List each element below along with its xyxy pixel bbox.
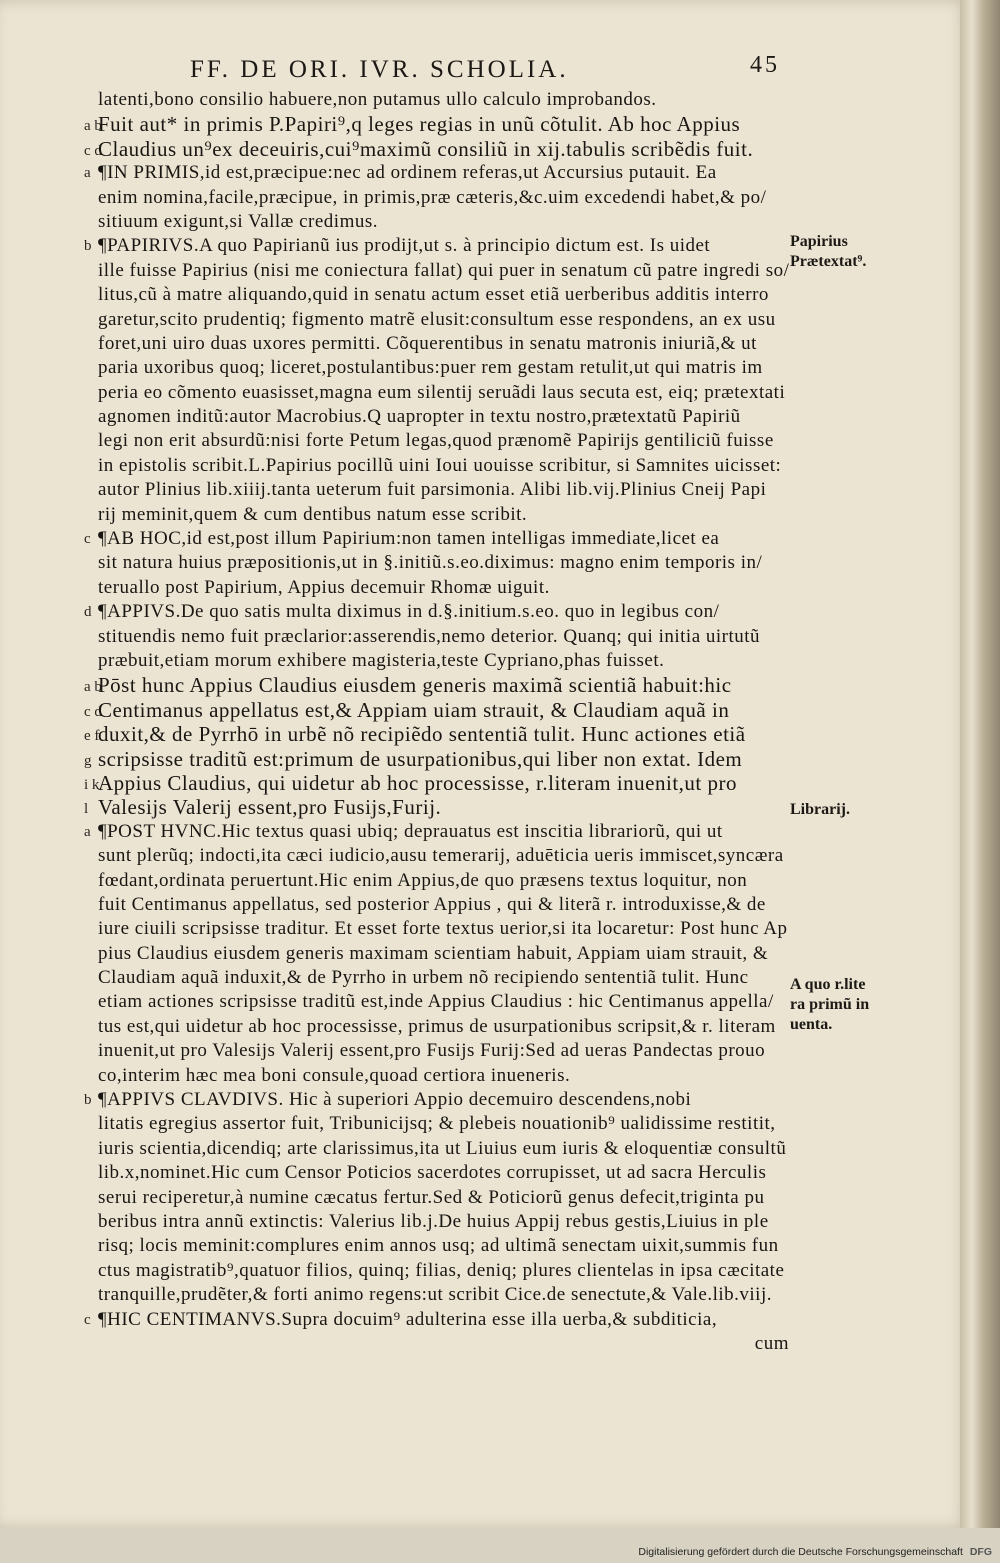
line-text: Appius Claudius, qui uidetur ab hoc processisse, r.literam inuenit,ut pro bbox=[98, 770, 737, 795]
text-line bbox=[84, 917, 789, 941]
margin-note-text: Librarij. bbox=[790, 801, 850, 818]
text-line bbox=[84, 1234, 789, 1258]
text-line bbox=[84, 698, 789, 722]
text-line bbox=[84, 1137, 789, 1161]
line-text: ille fuisse Papirius (nisi me coniectura fallat) qui puer in senatum cũ patre ingredi so/ bbox=[98, 259, 789, 281]
line-text: ¶POST HVNC.Hic textus quasi ubiq; deprauatus est inscitia librariorũ, qui ut bbox=[98, 820, 723, 842]
text-line bbox=[84, 308, 789, 332]
line-text: ctus magistratib⁹,quatuor filios, quinq; filias, deniq; plures clientelas in ipsa cæcitate bbox=[98, 1259, 785, 1281]
line-text: lib.x,nominet.Hic cum Censor Poticios sacerdotes corrupisset, ut ad sacra Herculis bbox=[98, 1162, 767, 1184]
text-line bbox=[84, 551, 789, 575]
line-text: ¶APPIVS.De quo satis multa diximus in d.§.initium.s.eo. quo in legibus con/ bbox=[98, 601, 720, 623]
margin-note-litera bbox=[790, 975, 890, 1035]
line-text: sit natura huius præpositionis,ut in §.initiũ.s.eo.diximus: magno enim temporis in/ bbox=[98, 552, 763, 574]
text-line bbox=[84, 332, 789, 356]
line-text: autor Plinius lib.xiiij.tanta ueterum fuit parsimonia. Alibi lib.vij.Plinius Cneij Papi bbox=[98, 479, 767, 501]
gloss-marker: c d bbox=[84, 703, 102, 720]
line-text: Claudius un⁹ex deceuiris,cui⁹maximũ consiliũ in xij.tabulis scribẽdis fuit. bbox=[98, 136, 754, 161]
text-line bbox=[84, 1112, 789, 1136]
text-line bbox=[84, 234, 789, 258]
margin-note-text: Papirius Prætextat⁹. bbox=[790, 233, 867, 270]
gloss-marker: c d bbox=[84, 142, 102, 159]
page-edge bbox=[960, 0, 1000, 1528]
text-line bbox=[84, 1039, 789, 1063]
text-body bbox=[84, 88, 789, 1356]
text-line bbox=[84, 673, 789, 697]
text-line bbox=[84, 1088, 789, 1112]
gloss-marker: a b bbox=[84, 679, 102, 696]
line-text: ¶PAPIRIVS.A quo Papirianũ ius prodijt,ut s. à principio dictum est. Is uidet bbox=[98, 235, 711, 257]
line-text: etiam actiones scripsisse traditũ est,inde Appius Claudius : hic Centimanus appella/ bbox=[98, 991, 774, 1013]
text-line bbox=[84, 771, 789, 795]
text-line bbox=[84, 88, 789, 112]
gloss-marker: g bbox=[84, 752, 92, 769]
text-line bbox=[84, 210, 789, 234]
line-text: serui reciperetur,à numine cæcatus fertur.Sed & Poticiorũ genus defecit,triginta pu bbox=[98, 1186, 765, 1208]
line-text: stituendis nemo fuit præclarior:asserendis,nemo deterior. Quanq; qui initia uirtutũ bbox=[98, 625, 761, 647]
line-text: inuenit,ut pro Valesijs Valerij essent,pro Fusijs Furij:Sed ad ueras Pandectas prouo bbox=[98, 1040, 766, 1062]
line-text: fœdant,ordinata peruertunt.Hic enim Appius,de quo præsens textus loquitur, non bbox=[98, 869, 748, 891]
gloss-marker: c bbox=[84, 531, 91, 548]
line-text: Fuit aut* in primis P.Papiri⁹,q leges regias in unũ cõtulit. Ab hoc Appius bbox=[98, 112, 741, 137]
text-line bbox=[84, 429, 789, 453]
text-line bbox=[84, 503, 789, 527]
text-line bbox=[84, 966, 789, 990]
line-text: legi non erit absurdũ:nisi forte Petum legas,quod prænomẽ Papirijs gentiliciũ fuisse bbox=[98, 430, 774, 452]
text-line bbox=[84, 1064, 789, 1088]
line-text: beribus intra annũ extinctis: Valerius lib.j.De huius Appij rebus gestis,Liuius in ple bbox=[98, 1210, 769, 1232]
gloss-marker: b bbox=[84, 238, 92, 255]
line-text: agnomen inditũ:autor Macrobius.Q uapropter in textu nostro,prætextatũ Papiriũ bbox=[98, 406, 741, 428]
line-text: iure ciuili scripsisse traditur. Et esset forte textus uerior,si ita locaretur: Post hunc Ap bbox=[98, 918, 788, 940]
text-line bbox=[84, 1015, 789, 1039]
text-line bbox=[84, 747, 789, 771]
line-text: in epistolis scribit.L.Papirius pocillũ uini Ioui uouisse scribitur, si Samnites uicisset: bbox=[98, 454, 782, 476]
gloss-marker: b bbox=[84, 1092, 92, 1109]
gloss-marker: d bbox=[84, 604, 92, 621]
text-line bbox=[84, 186, 789, 210]
line-text: cum bbox=[754, 1332, 789, 1354]
line-text: enim nomina,facile,præcipue, in primis,præ cæteris,&c.uim excedendi habet,& po/ bbox=[98, 186, 767, 208]
line-text: sunt plerũq; indocti,ita cæci iudicio,ausu temerarij, aduēticia ueris immiscet,syncæra bbox=[98, 845, 784, 867]
text-line bbox=[84, 1186, 789, 1210]
line-text: Valesijs Valerij essent,pro Fusijs,Furij. bbox=[98, 795, 442, 820]
line-text: scripsisse traditũ est:primum de usurpationibus,qui liber non extat. Idem bbox=[98, 746, 743, 771]
margin-note-papirius bbox=[790, 232, 890, 272]
text-line bbox=[84, 990, 789, 1014]
text-line bbox=[84, 381, 789, 405]
text-line bbox=[84, 576, 789, 600]
text-line bbox=[84, 1259, 789, 1283]
line-text: ¶AB HOC,id est,post illum Papirium:non tamen intelligas immediate,licet ea bbox=[98, 528, 720, 550]
line-text: tus est,qui uidetur ab hoc processisse, primus de usurpationibus scripsit,& r. literam bbox=[98, 1015, 776, 1037]
line-text: garetur,scito prudentiq; figmento matrẽ elusit:consultum esse respondens, an ex usu bbox=[98, 308, 776, 330]
dfg-logo: DFG bbox=[969, 1546, 992, 1558]
footer-text: Digitalisierung gefördert durch die Deutsche Forschungsgemeinschaft bbox=[638, 1546, 963, 1558]
line-text: pius Claudius eiusdem generis maximam scientiam habuit, Appiam uiam strauit, & bbox=[98, 942, 769, 964]
line-text: tranquille,prudẽter,& forti animo regens:ut scribit Cice.de senectute,& Vale.lib.viij. bbox=[98, 1284, 772, 1306]
text-line bbox=[84, 161, 789, 185]
folio-number: 45 bbox=[750, 52, 780, 78]
text-line bbox=[84, 942, 789, 966]
line-text: præbuit,etiam morum exhibere magisteria,teste Cypriano,phas fuisset. bbox=[98, 649, 665, 671]
line-text: iuris scientia,dicendiq; arte clarissimus,ita ut Liuius eum iuris & eloquentiæ consultũ bbox=[98, 1137, 787, 1159]
text-line bbox=[84, 869, 789, 893]
text-line bbox=[84, 722, 789, 746]
text-line bbox=[84, 1332, 789, 1356]
digitization-footer bbox=[560, 1542, 1000, 1563]
gloss-marker: i k bbox=[84, 776, 100, 793]
margin-note-librarii bbox=[790, 800, 890, 820]
gloss-marker: a b bbox=[84, 118, 102, 135]
text-line bbox=[84, 454, 789, 478]
line-text: co,interim hæc mea boni consule,quoad certiora inueneris. bbox=[98, 1064, 571, 1086]
line-text: Centimanus appellatus est,& Appiam uiam strauit, & Claudiam aquã in bbox=[98, 697, 730, 722]
line-text: teruallo post Papirium, Appius decemuir Rhomæ uiguit. bbox=[98, 576, 550, 598]
line-text: sitiuum exigunt,si Vallæ credimus. bbox=[98, 210, 379, 232]
line-text: Claudiam aquã induxit,& de Pyrrho in urbem nõ recipiendo sententiã tulit. Hunc bbox=[98, 967, 749, 989]
text-line bbox=[84, 1210, 789, 1234]
text-line bbox=[84, 137, 789, 161]
line-text: ¶APPIVS CLAVDIVS. Hic à superiori Appio decemuiro descendens,nobi bbox=[98, 1089, 692, 1111]
text-line bbox=[84, 1283, 789, 1307]
line-text: foret,uni uiro duas uxores permitti. Cõquerentibus in senatu matronis iniuriã,& ut bbox=[98, 332, 757, 354]
gloss-marker: a bbox=[84, 823, 91, 840]
gloss-marker: c bbox=[84, 1311, 91, 1328]
text-line bbox=[84, 283, 789, 307]
margin-note-text: A quo r.lite ra primũ in uenta. bbox=[790, 976, 870, 1033]
line-text: litatis egregius assertor fuit, Tribunicijsq; & plebeis nouationib⁹ ualidissime restitit, bbox=[98, 1113, 776, 1135]
text-line bbox=[84, 600, 789, 624]
text-line bbox=[84, 259, 789, 283]
text-line bbox=[84, 112, 789, 136]
text-line bbox=[84, 795, 789, 819]
line-text: Pōst hunc Appius Claudius eiusdem generis maximã scientiã habuit:hic bbox=[98, 673, 732, 698]
text-line bbox=[84, 1161, 789, 1185]
gloss-marker: e f bbox=[84, 728, 100, 745]
gloss-marker: a bbox=[84, 165, 91, 182]
line-text: rij meminit,quem & cum dentibus natum esse scribit. bbox=[98, 503, 528, 525]
line-text: duxit,& de Pyrrhō in urbẽ nõ recipiẽdo sententiã tulit. Hunc actiones etiã bbox=[98, 722, 746, 747]
header-title: FF. DE ORI. IVR. SCHOLIA. bbox=[190, 56, 569, 83]
running-header bbox=[190, 52, 780, 92]
line-text: ¶HIC CENTIMANVS.Supra docuim⁹ adulterina esse illa uerba,& subditicia, bbox=[98, 1308, 718, 1330]
text-line bbox=[84, 405, 789, 429]
text-line bbox=[84, 625, 789, 649]
gloss-marker: l bbox=[84, 801, 89, 818]
text-line bbox=[84, 478, 789, 502]
line-text: litus,cũ à matre aliquando,quid in senatu actum esset etiã uerberibus additis interro bbox=[98, 284, 769, 306]
text-line bbox=[84, 649, 789, 673]
text-line bbox=[84, 844, 789, 868]
line-text: fuit Centimanus appellatus, sed posterior Appius , qui & literã r. introduxisse,& de bbox=[98, 893, 766, 915]
text-line bbox=[84, 893, 789, 917]
text-line bbox=[84, 527, 789, 551]
line-text: risq; locis meminit:complures enim annos usq; ad ultimã senectam uixit,summis fun bbox=[98, 1235, 779, 1257]
text-line bbox=[84, 1308, 789, 1332]
text-line bbox=[84, 820, 789, 844]
line-text: ¶IN PRIMIS,id est,præcipue:nec ad ordinem referas,ut Accursius putauit. Ea bbox=[98, 162, 717, 184]
line-text: paria uxoribus quoq; liceret,postulantibus:puer rem gestam retulit,ut qui matris im bbox=[98, 357, 763, 379]
line-text: peria eo cõmento euasisset,magna eum silentij seruãdi laus secuta est, eiq; prætextati bbox=[98, 381, 786, 403]
line-text: latenti,bono consilio habuere,non putamus ullo calculo improbandos. bbox=[98, 89, 657, 110]
text-line bbox=[84, 356, 789, 380]
